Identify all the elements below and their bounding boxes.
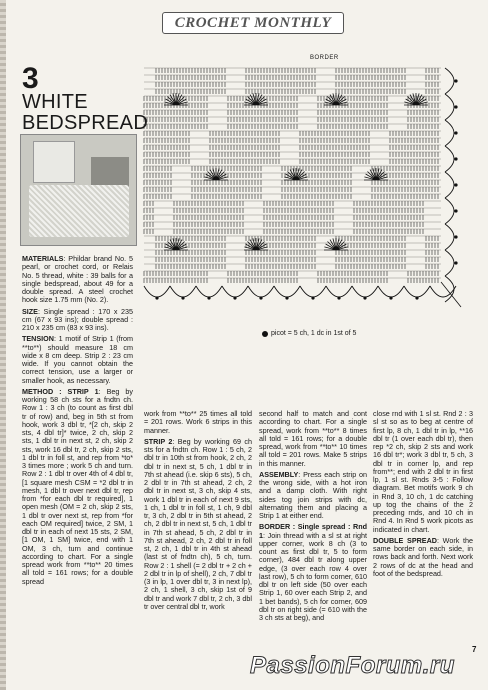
fan-motif: [244, 93, 268, 105]
stitch-row: [156, 89, 438, 94]
picot-dot: [454, 157, 457, 160]
fan-motif: [364, 168, 388, 180]
stitch-row: [156, 75, 438, 80]
fan-motif: [404, 93, 428, 105]
size-text: : Single spread : 170 x 235 cm (67 x 93 ins); double spread : 210 x 235 cm (83 x 93 ins).: [22, 306, 133, 332]
watermark-text: PassionForum.ru: [250, 652, 455, 679]
fan-motif: [324, 93, 348, 105]
picot-dot: [207, 296, 210, 299]
stitch-row: [144, 187, 438, 192]
stitch-row: [156, 250, 438, 255]
chart-legend: [262, 330, 356, 337]
strip2-text: : Beg by working 69 ch sts for a fndtn ch. Row 1 : 5 ch, 2 dbl tr in 10th st from hook, 2 ch, 2 dbl tr in next st, 5 ch, 1 dbl tr in 7th st ahead (i.e. skip 6 sts), 5 ch, 2 dbl tr in 7th st ahead, 2 ch, 2 dbl tr in next st, 3 ch, skip 4 sts, work 1 dbl tr in each of next 9 sts, 1 ch, 1 dbl tr in foll st, 1 ch, 9 dbl tr, 3 ch, 2 dbl tr in 5th st ahead, 2 ch, 2 dbl tr in next st, 5 ch, 1 dbl tr in 7th st ahead, 5 ch, 2 dbl tr in 7th st ahead, 2 ch, 2 dbl tr in foll st, 2 ch, 1 dbl tr in 4th st ahead (last st of fndtn ch), 5 ch, turn. Row 2 : 1 shell (= 2 dbl tr + 2 ch + 2 dbl tr in lp of shell), 2 ch, 7 dbl tr (3 in lp, 1 over dbl tr, 3 in next lp), 2 ch, 1 shell, 3 ch, skip 1st of 9 dbl tr and work 7 dbl tr, 2 ch, 3 dbl tr over central dbl tr, work: [144, 436, 252, 611]
corner-diagonal: [441, 282, 461, 307]
stitch-row: [156, 257, 438, 262]
picot-dot: [454, 131, 457, 134]
picot-dot: [285, 296, 288, 299]
text-column-1: [22, 255, 133, 589]
stitch-row: [144, 124, 438, 129]
materials-heading: MATERIALS: [22, 254, 64, 263]
pattern-title: [22, 92, 148, 134]
filled-dot-icon: [262, 331, 268, 337]
picot-dot: [363, 296, 366, 299]
border-text: : Join thread with a sl st at right upper corner, work 8 ch (3 to count as first dbl tr, 5 to form corner), 484 dbl tr along upper edge, (3 over each row 4 over last row), 5 ch to form corner, 610 dbl tr on left side (50 over each Strip 1, 60 over each Strip 2, and 1 bet bands), 5 ch for corner, 609 dbl tr on right side (= 610 with the 3 ch sts at beg), and: [259, 530, 367, 622]
stitch-row: [156, 68, 438, 73]
legend-text: picot = 5 ch, 1 dc in 1st of 5: [271, 330, 357, 337]
picot-dot: [337, 296, 340, 299]
stitch-row: [144, 103, 438, 108]
stitch-row: [144, 229, 423, 234]
assembly-text: : Press each strip on the wrong side, with a hot iron and a damp cloth. With right sides tog join strips with dc, alternating them and placing a Strip 1 at either end.: [259, 469, 367, 520]
stitch-row: [144, 152, 438, 157]
picot-dot: [454, 105, 457, 108]
picot-dot: [454, 235, 457, 238]
stitch-row: [144, 194, 438, 199]
border-heading: BORDER : Single spread : Rnd 1: [259, 522, 367, 540]
picot-dot: [454, 183, 457, 186]
stitch-row: [144, 208, 423, 213]
bottom-border-scallops: [144, 286, 456, 297]
stitch-row: [144, 96, 438, 101]
page-binding-edge: [0, 0, 6, 690]
pattern-number: 3: [22, 62, 39, 95]
picot-dot: [389, 296, 392, 299]
right-border-scallops: [445, 68, 454, 302]
picot-dot: [415, 296, 418, 299]
size-heading: SIZE: [22, 306, 38, 316]
stitch-row: [144, 131, 438, 136]
photo-window: [33, 141, 75, 183]
photo-headboard: [91, 157, 129, 187]
stitch-row: [156, 264, 438, 269]
stitch-row: [144, 166, 438, 171]
pattern-title-line1: WHITE: [22, 91, 88, 113]
stitch-row: [156, 82, 438, 87]
stitch-row: [144, 278, 438, 283]
stitch-row: [144, 138, 438, 143]
materials-text: : Phildar brand No. 5 pearl, or crochet cord, or Relais No. 5 thread, white : 39 balls for a single bedspread, about 49 for a double spread. A steel crochet hook size 1.75 mm (No. 2).: [22, 254, 133, 305]
stitch-row: [144, 180, 438, 185]
stitch-row: [156, 236, 438, 241]
stitch-row: [144, 201, 423, 206]
col2-intro-text: work from **to** 25 times all told = 201 rows. Work 6 strips in this manner.: [144, 409, 252, 435]
fan-motif: [164, 238, 188, 250]
text-column-2: [144, 410, 252, 614]
stitch-row: [144, 159, 438, 164]
fan-motif: [244, 238, 268, 250]
stitch-row: [144, 145, 438, 150]
crochet-chart: [136, 60, 473, 355]
assembly-heading: ASSEMBLY: [259, 469, 299, 479]
tension-text: : 1 motif of Strip 1 (from **to**) should measure 18 cm wide x 8 cm deep. Strip 2 : 23 cm wide. If you cannot obtain the correct tension, use a larger or smaller hook, as necessary.: [22, 334, 133, 385]
method-text: : Beg by working 58 ch sts for a fndtn ch. Row 1 : 3 ch (to count as first dbl tr of row) and, beg in 5th st from hook, work 3 dbl tr, *[2 ch, skip 2 sts, 4 dbl tr]* twice, 2 ch, skip 2 sts, 1 dbl tr in next st, 2 ch, skip 2 sts, work 16 dbl tr, 2 ch, skip 2 sts, 1 dbl tr in foll st, and rep from *to* 3 times more ; work 5 ch and turn. Row 2 : 1 dbl tr over 4th of 4 dbl tr, [1 square mesh CSM = *2 dbl tr in mesh, 1 dbl tr over next dbl tr, rep from *for each dbl tr required], 1 open mesh (OM = 2 ch, skip 2 sts, 1 dbl tr over next st, rep from *for each OM required] twice, 2 SM, 1 dbl tr in each of next 15 sts, 2 SM, [1 OM, 1 SM] twice, end with 1 OM, 3 ch, turn and continue according to chart. For a single spread work from **to** 20 times all told = 161 rows; for a double spread: [22, 386, 134, 586]
picot-dot: [454, 79, 457, 82]
picot-dot: [259, 296, 262, 299]
col4-intro-text: close rnd with 1 sl st. Rnd 2 : 3 sl st so as to beg at centre of first lp, 8 ch, 1 dbl tr in lp, **16 dbl tr (1 over each dbl tr), then rep *2 ch, skip 2 sts and work 16 dbl tr*; work 3 dbl tr, 5 ch, 3 dbl tr in corner lp, and rep from**; end with 2 dbl tr in first lp, 1 sl st. Rnds 3-5 : Follow diagram. Bet motifs work 9 ch in Rnd 3, 10 ch, 1 dc catching up tog the chains of the 2 preceding rnds, and 10 ch in Rnd 4. In Rnd 5 work picots as indicated in chart.: [373, 409, 473, 534]
picot-dot: [233, 296, 236, 299]
text-column-4: [373, 410, 473, 581]
stitch-row: [144, 271, 438, 276]
stitch-row: [156, 243, 438, 248]
tension-heading: TENSION: [22, 334, 54, 344]
double-spread-text: : Work the same border on each side, in rows back and forth. Next work 2 rows of dc at the head and foot of the bedspread.: [373, 535, 473, 578]
picot-dot: [311, 296, 314, 299]
stitch-row: [144, 110, 438, 115]
text-column-3: [259, 410, 367, 625]
fan-motif: [324, 238, 348, 250]
fan-motif: [204, 168, 228, 180]
photo-bed: [29, 185, 129, 237]
picot-dot: [181, 296, 184, 299]
double-spread-heading: DOUBLE SPREAD: [373, 535, 437, 545]
method-heading: METHOD : STRIP 1: [22, 386, 99, 396]
picot-dot: [454, 209, 457, 212]
fan-motif: [164, 93, 188, 105]
stitch-row: [144, 215, 423, 220]
page-number: 7: [472, 645, 477, 654]
bedspread-photo: [20, 134, 137, 246]
magazine-title-banner: CROCHET MONTHLY: [162, 12, 344, 34]
strip2-heading: STRIP 2: [144, 436, 173, 446]
picot-dot: [454, 261, 457, 264]
stitch-row: [144, 117, 438, 122]
pattern-title-line2: BEDSPREAD: [22, 112, 149, 134]
chart-border-label: BORDER: [310, 55, 339, 61]
stitch-row: [144, 222, 423, 227]
picot-dot: [155, 296, 158, 299]
fan-motif: [284, 168, 308, 180]
col3-intro-text: second half to match and cont according to chart. For a single spread, work from **to** 8 times all told = 161 rows; for a double spread, work from **to** 10 times all told = 201 rows. Make 5 strips in this manner.: [259, 409, 367, 468]
